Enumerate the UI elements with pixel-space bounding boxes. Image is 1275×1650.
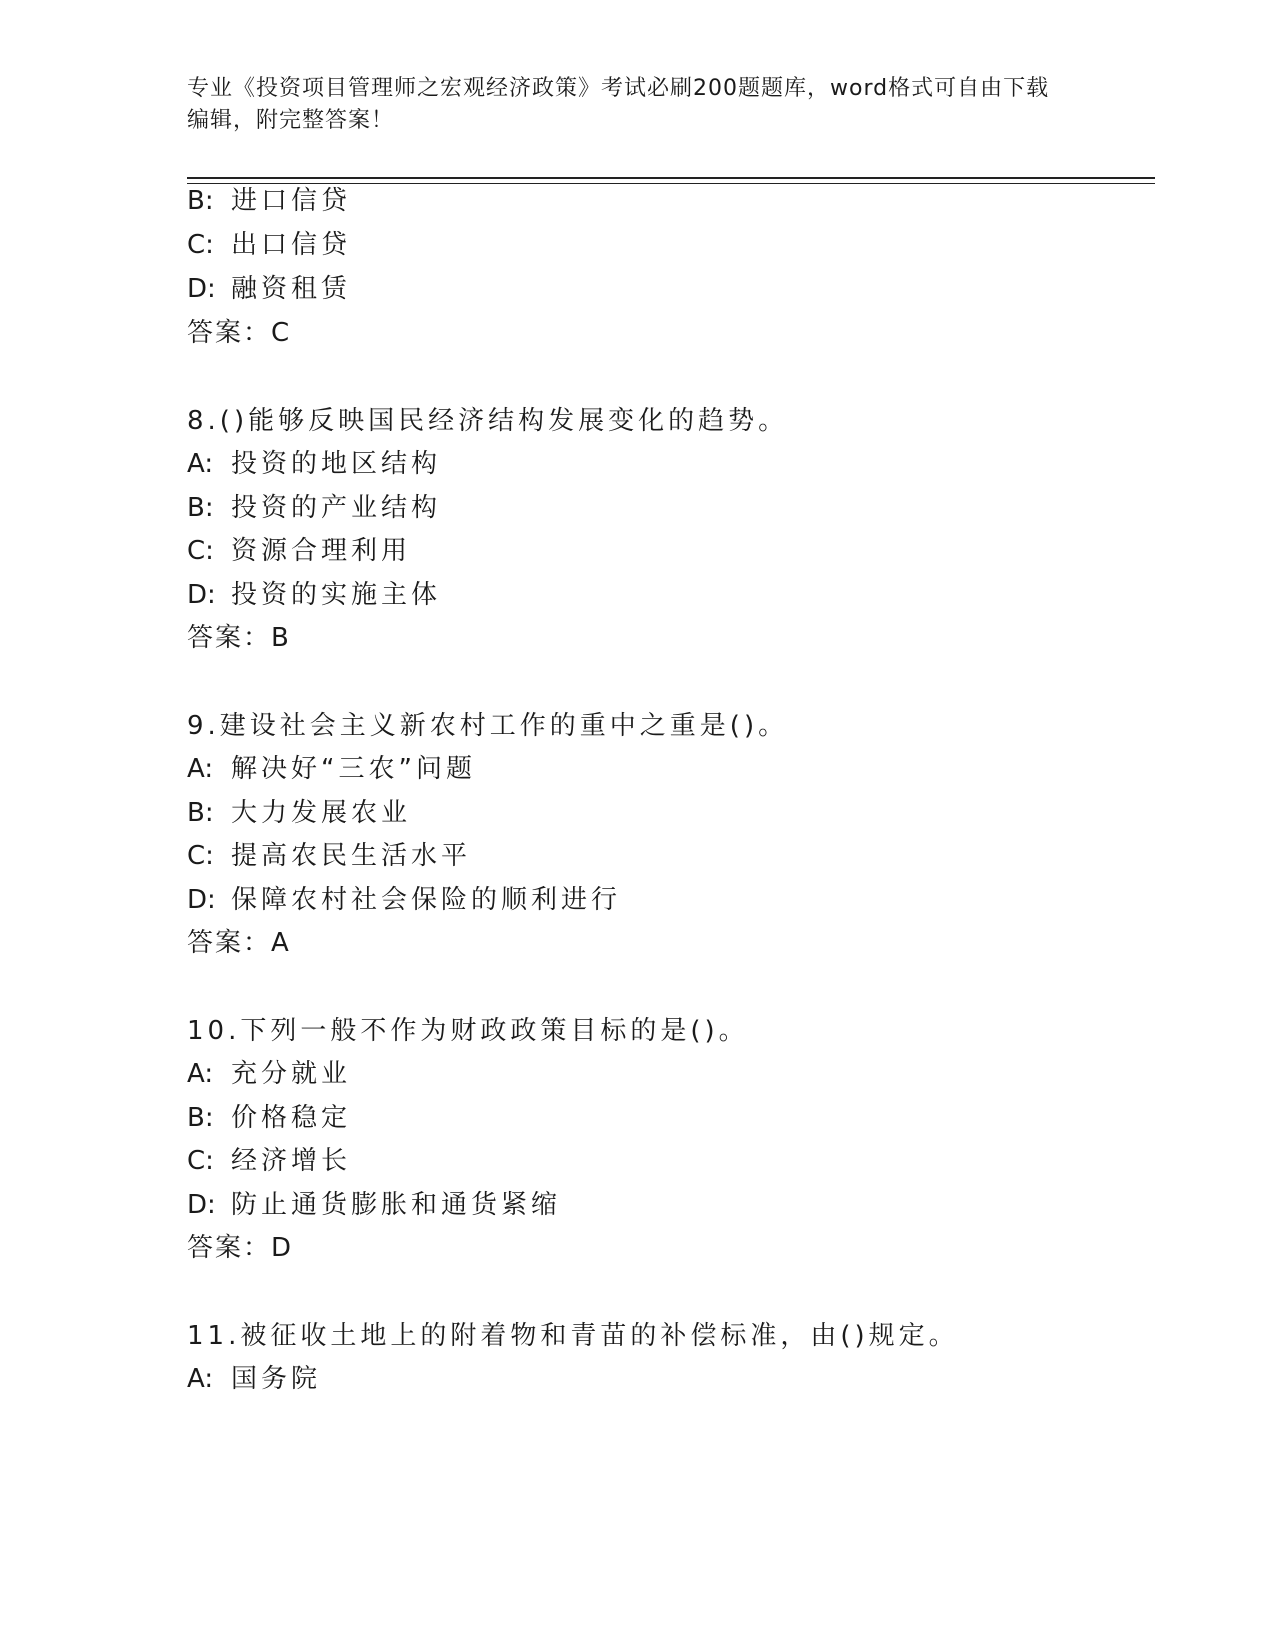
option-text: 融资租赁 bbox=[231, 274, 352, 304]
option-letter: C: bbox=[187, 1146, 214, 1176]
option-letter: A: bbox=[187, 754, 214, 784]
answer-line: 答案：A bbox=[187, 928, 291, 958]
option-row bbox=[187, 184, 351, 218]
option-row bbox=[187, 534, 411, 568]
option-text: 经济增长 bbox=[231, 1146, 352, 1176]
option-row bbox=[187, 1144, 351, 1178]
option-row bbox=[187, 883, 621, 917]
option-text: 国务院 bbox=[231, 1364, 322, 1394]
option-letter: A: bbox=[187, 1059, 214, 1089]
answer-line: 答案：B bbox=[187, 623, 291, 653]
option-text: 保障农村社会保险的顺利进行 bbox=[231, 885, 622, 915]
option-text: 投资的实施主体 bbox=[231, 580, 442, 610]
option-letter: B: bbox=[187, 1103, 214, 1133]
option-letter: B: bbox=[187, 798, 214, 828]
option-row bbox=[187, 752, 476, 786]
option-row bbox=[187, 491, 441, 525]
question-stem: 8.()能够反映国民经济结构发展变化的趋势。 bbox=[187, 406, 789, 436]
option-letter: B: bbox=[187, 493, 214, 523]
option-text: 投资的产业结构 bbox=[231, 493, 442, 523]
option-row bbox=[187, 839, 471, 873]
option-text: 进口信贷 bbox=[231, 186, 352, 216]
answer-line: 答案：C bbox=[187, 318, 292, 348]
option-row bbox=[187, 578, 441, 612]
option-letter: D: bbox=[187, 274, 216, 304]
document-header: 专业《投资项目管理师之宏观经济政策》考试必刷200题题库，word格式可自由下载编辑，附完整答案！ bbox=[187, 76, 1050, 133]
option-row bbox=[187, 796, 411, 830]
option-row bbox=[187, 1101, 351, 1135]
option-row bbox=[187, 1362, 321, 1396]
option-letter: D: bbox=[187, 580, 216, 610]
question-stem: 9.建设社会主义新农村工作的重中之重是()。 bbox=[187, 711, 789, 741]
option-letter: C: bbox=[187, 230, 214, 260]
option-letter: C: bbox=[187, 841, 214, 871]
option-text: 防止通货膨胀和通货紧缩 bbox=[231, 1190, 562, 1220]
option-text: 大力发展农业 bbox=[231, 798, 412, 828]
option-row bbox=[187, 272, 351, 306]
option-text: 解决好“三农”问题 bbox=[231, 754, 476, 784]
option-text: 资源合理利用 bbox=[231, 536, 412, 566]
option-row bbox=[187, 447, 441, 481]
option-letter: D: bbox=[187, 885, 216, 915]
question-stem: 11.被征收土地上的附着物和青苗的补偿标准，由()规定。 bbox=[187, 1321, 959, 1351]
option-letter: D: bbox=[187, 1190, 216, 1220]
header-divider-thick bbox=[187, 177, 1155, 179]
option-row bbox=[187, 228, 351, 262]
answer-line: 答案：D bbox=[187, 1233, 294, 1263]
option-text: 充分就业 bbox=[231, 1059, 352, 1089]
option-text: 出口信贷 bbox=[231, 230, 352, 260]
option-letter: A: bbox=[187, 449, 214, 479]
option-text: 价格稳定 bbox=[231, 1103, 352, 1133]
option-letter: C: bbox=[187, 536, 214, 566]
option-row bbox=[187, 1057, 351, 1091]
option-letter: A: bbox=[187, 1364, 214, 1394]
question-stem: 10.下列一般不作为财政政策目标的是()。 bbox=[187, 1016, 749, 1046]
option-row bbox=[187, 1188, 561, 1222]
option-text: 投资的地区结构 bbox=[231, 449, 442, 479]
option-text: 提高农民生活水平 bbox=[231, 841, 472, 871]
option-letter: B: bbox=[187, 186, 214, 216]
